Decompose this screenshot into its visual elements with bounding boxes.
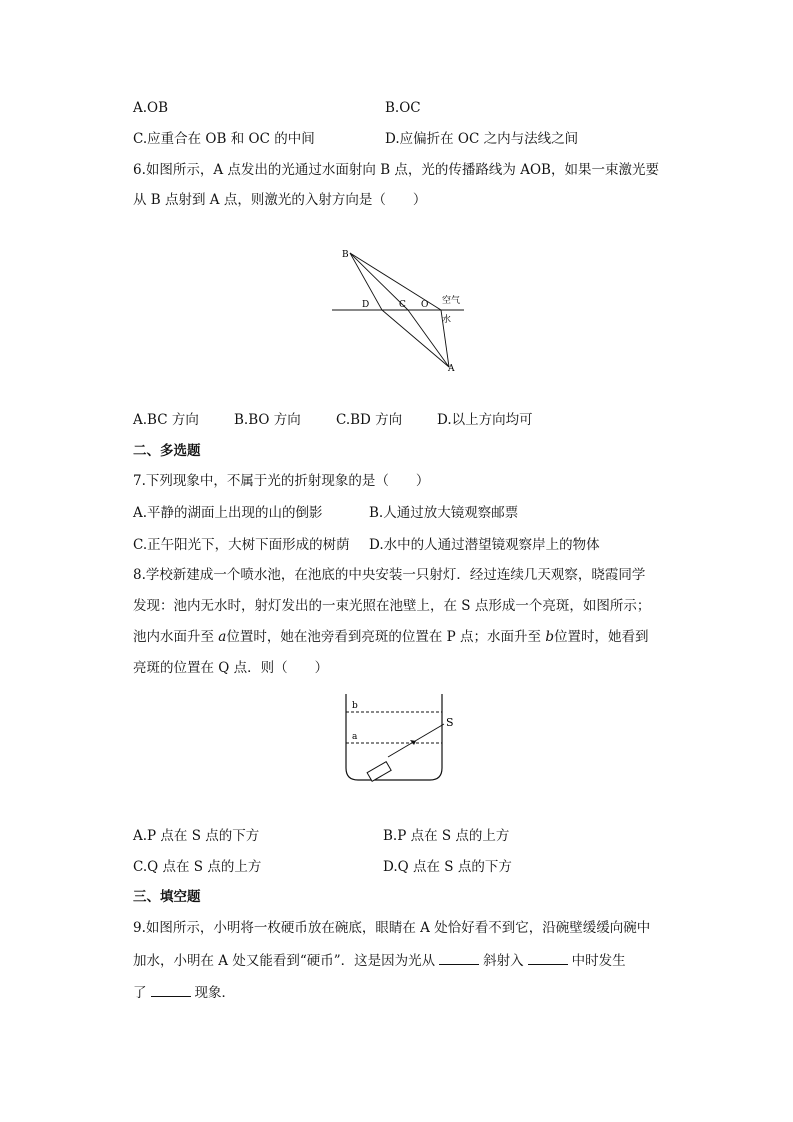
q6-option-d: D.以上方向均可 [437, 412, 533, 428]
q6-option-c: C.BD 方向 [336, 412, 403, 428]
label-water: 水 [442, 315, 452, 325]
q9-stem-line3 [133, 982, 235, 1002]
q5-option-a: A.OB [133, 100, 169, 116]
q9-line3-post: 现象． [194, 985, 235, 1001]
q8-line3-mid: 位置时，她在池旁看到亮斑的位置在 P 点；水面升至 [226, 629, 546, 645]
q6-stem-line1: 6.如图所示，A 点发出的光通过水面射向 B 点，光的传播路线为 AOB，如果一束激光要 [133, 162, 659, 178]
q9-line3-pre: 了 [133, 985, 147, 1001]
q7-option-c: C.正午阳光下，大树下面形成的树荫 [133, 537, 350, 553]
q9-line2-post: 中时发生 [571, 953, 626, 969]
q8-pool-figure [338, 688, 468, 786]
answer-blank-2[interactable] [528, 950, 568, 965]
label-air: 空气 [442, 296, 461, 306]
q8-stem-line3 [133, 628, 648, 646]
q8-option-d: D.Q 点在 S 点的下方 [383, 859, 512, 875]
section-title-fill-in: 三、填空题 [133, 889, 201, 905]
q5-option-c: C.应重合在 OB 和 OC 的中间 [133, 131, 315, 147]
q6-option-a: A.BC 方向 [133, 412, 199, 428]
pool-outline [346, 694, 442, 780]
answer-blank-1[interactable] [439, 950, 479, 965]
ray-da [382, 310, 452, 367]
answer-blank-3[interactable] [151, 982, 191, 997]
q9-line2-pre: 加水，小明在 A 处又能看到“硬币”．这是因为光从 [133, 953, 436, 969]
q5-option-d: D.应偏折在 OC 之内与法线之间 [385, 131, 579, 147]
section-title-multiple-choice: 二、多选题 [133, 443, 201, 459]
label-s: S [446, 716, 454, 729]
q8-level-b: b [545, 629, 554, 645]
q8-option-b: B.P 点在 S 点的上方 [383, 828, 510, 844]
q8-stem-line4: 亮斑的位置在 Q 点．则（ ） [133, 660, 329, 676]
q7-stem: 7.下列现象中，不属于光的折射现象的是（ ） [133, 473, 430, 489]
label-level-b: b [352, 701, 358, 711]
q8-option-a: A.P 点在 S 点的下方 [133, 828, 260, 844]
label-a: A [448, 364, 455, 374]
label-d: D [362, 300, 370, 310]
q8-line3-post: 位置时，她看到 [553, 629, 649, 645]
label-o: O [421, 300, 429, 310]
q7-option-d: D.水中的人通过潜望镜观察岸上的物体 [369, 537, 600, 553]
q6-stem-line2: 从 B 点射到 A 点，则激光的入射方向是（ ） [133, 192, 427, 208]
label-b: B [342, 250, 349, 260]
q7-option-a: A.平静的湖面上出现的山的倒影 [133, 505, 323, 521]
q8-stem-line2: 发现：池内无水时，射灯发出的一束光照在池壁上，在 S 点形成一个亮斑，如图所示； [133, 598, 651, 614]
spotlight-icon [367, 762, 391, 782]
light-beam [388, 724, 444, 757]
label-c: C [399, 300, 406, 310]
q5-option-b: B.OC [385, 100, 421, 116]
q6-option-b: B.BO 方向 [234, 412, 301, 428]
q9-stem-line2 [133, 950, 626, 970]
q8-level-a: a [218, 629, 227, 645]
label-level-a: a [352, 732, 358, 742]
q8-stem-line1: 8.学校新建成一个喷水池，在池底的中央安装一只射灯．经过连续几天观察，晓霞同学 [133, 567, 646, 583]
q9-line2-mid: 斜射入 [483, 953, 524, 969]
q8-option-c: C.Q 点在 S 点的上方 [133, 859, 262, 875]
q8-line3-pre: 池内水面升至 [133, 629, 219, 645]
q9-stem-line1: 9.如图所示，小明将一枚硬币放在碗底，眼睛在 A 处恰好看不到它，沿碗壁缓缓向碗中 [133, 920, 651, 936]
q6-refraction-figure [330, 245, 470, 375]
q7-option-b: B.人通过放大镜观察邮票 [369, 505, 519, 521]
